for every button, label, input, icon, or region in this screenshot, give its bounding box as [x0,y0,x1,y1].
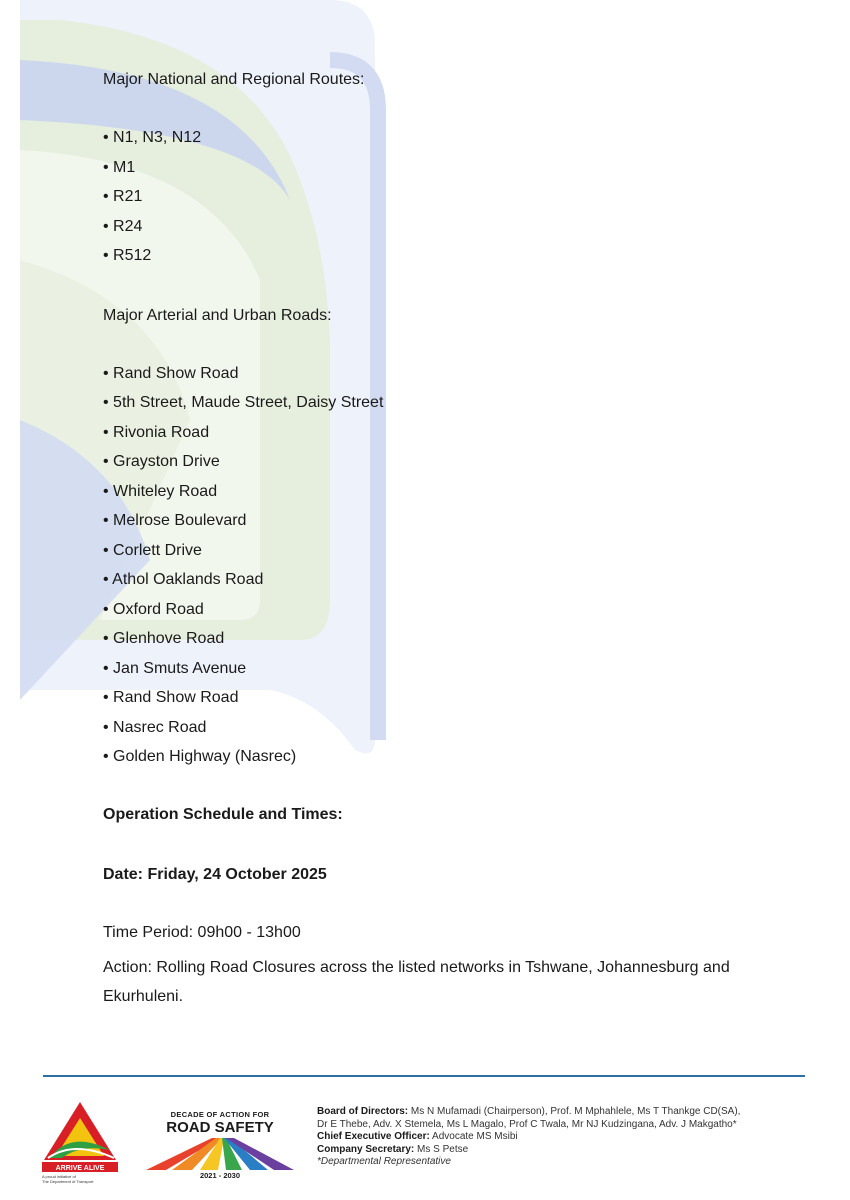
list-item: • R512 [103,246,803,276]
ceo-value: Advocate MS Msibi [432,1131,518,1142]
road-safety-main: ROAD SAFETY [166,1119,274,1136]
board-line-1 [317,1106,817,1119]
list-item: • M1 [103,158,803,188]
arrive-alive-name: ARRIVE ALIVE [55,1165,105,1172]
urban-roads-list [103,364,803,777]
list-item: • Nasrec Road [103,718,803,748]
list-item: • Grayston Drive [103,452,803,482]
list-item: • Golden Highway (Nasrec) [103,747,803,777]
arrive-alive-tagline2: The Department of Transport [42,1179,94,1184]
arrive-alive-triangle-icon [44,1102,116,1160]
national-routes-heading: Major National and Regional Routes: [103,71,365,88]
list-item: • R24 [103,217,803,247]
secretary-line [317,1144,817,1157]
document-body [103,70,803,1011]
list-item: • 5th Street, Maude Street, Daisy Street [103,393,803,423]
departmental-note [317,1156,817,1169]
board-info [317,1106,817,1169]
note-text: *Departmental Representative [317,1156,451,1167]
secretary-label: Company Secretary: [317,1143,415,1155]
list-item: • Jan Smuts Avenue [103,659,803,689]
list-item: • Rand Show Road [103,688,803,718]
list-item: • Melrose Boulevard [103,511,803,541]
board-label: Board of Directors: [317,1106,409,1117]
list-item: • Athol Oaklands Road [103,570,803,600]
list-item: • Rand Show Road [103,364,803,394]
board-members-2: Dr E Thebe, Adv. X Stemela, Ms L Magalo, Prof C Twala, Mr NJ Kudzingana, Adv. J Makgatho* [317,1118,737,1130]
arrive-alive-logo [40,1100,120,1185]
list-item: • R21 [103,187,803,217]
list-item: • Glenhove Road [103,629,803,659]
schedule-date: Date: Friday, 24 October 2025 [103,865,327,883]
time-period: Time Period: 09h00 - 13h00 [103,923,301,941]
schedule-heading: Operation Schedule and Times: [103,805,343,823]
road-safety-logo [140,1110,300,1185]
list-item: • N1, N3, N12 [103,128,803,158]
footer-divider [43,1075,805,1077]
road-safety-years: 2021 - 2030 [199,1171,241,1180]
list-item: • Oxford Road [103,600,803,630]
list-item: • Whiteley Road [103,482,803,512]
list-item: • Rivonia Road [103,423,803,453]
board-line-2 [317,1119,817,1132]
national-routes-list [103,128,803,276]
arrive-alive-tagline1: A proud initiative of [42,1174,76,1179]
board-members-1: Ms N Mufamadi (Chairperson), Prof. M Mphahlele, Ms T Thankge CD(SA), [410,1106,741,1117]
list-item: • Corlett Drive [103,541,803,571]
action-text: Action: Rolling Road Closures across the listed networks in Tshwane, Johannesburg and Ekurhuleni. [103,958,730,1005]
urban-roads-heading: Major Arterial and Urban Roads: [103,306,332,324]
ceo-label: Chief Executive Officer: [317,1131,430,1142]
road-safety-top: DECADE OF ACTION FOR [170,1110,270,1119]
secretary-value: Ms S Petse [417,1143,469,1155]
road-safety-road-icon [142,1138,298,1170]
ceo-line [317,1131,817,1144]
